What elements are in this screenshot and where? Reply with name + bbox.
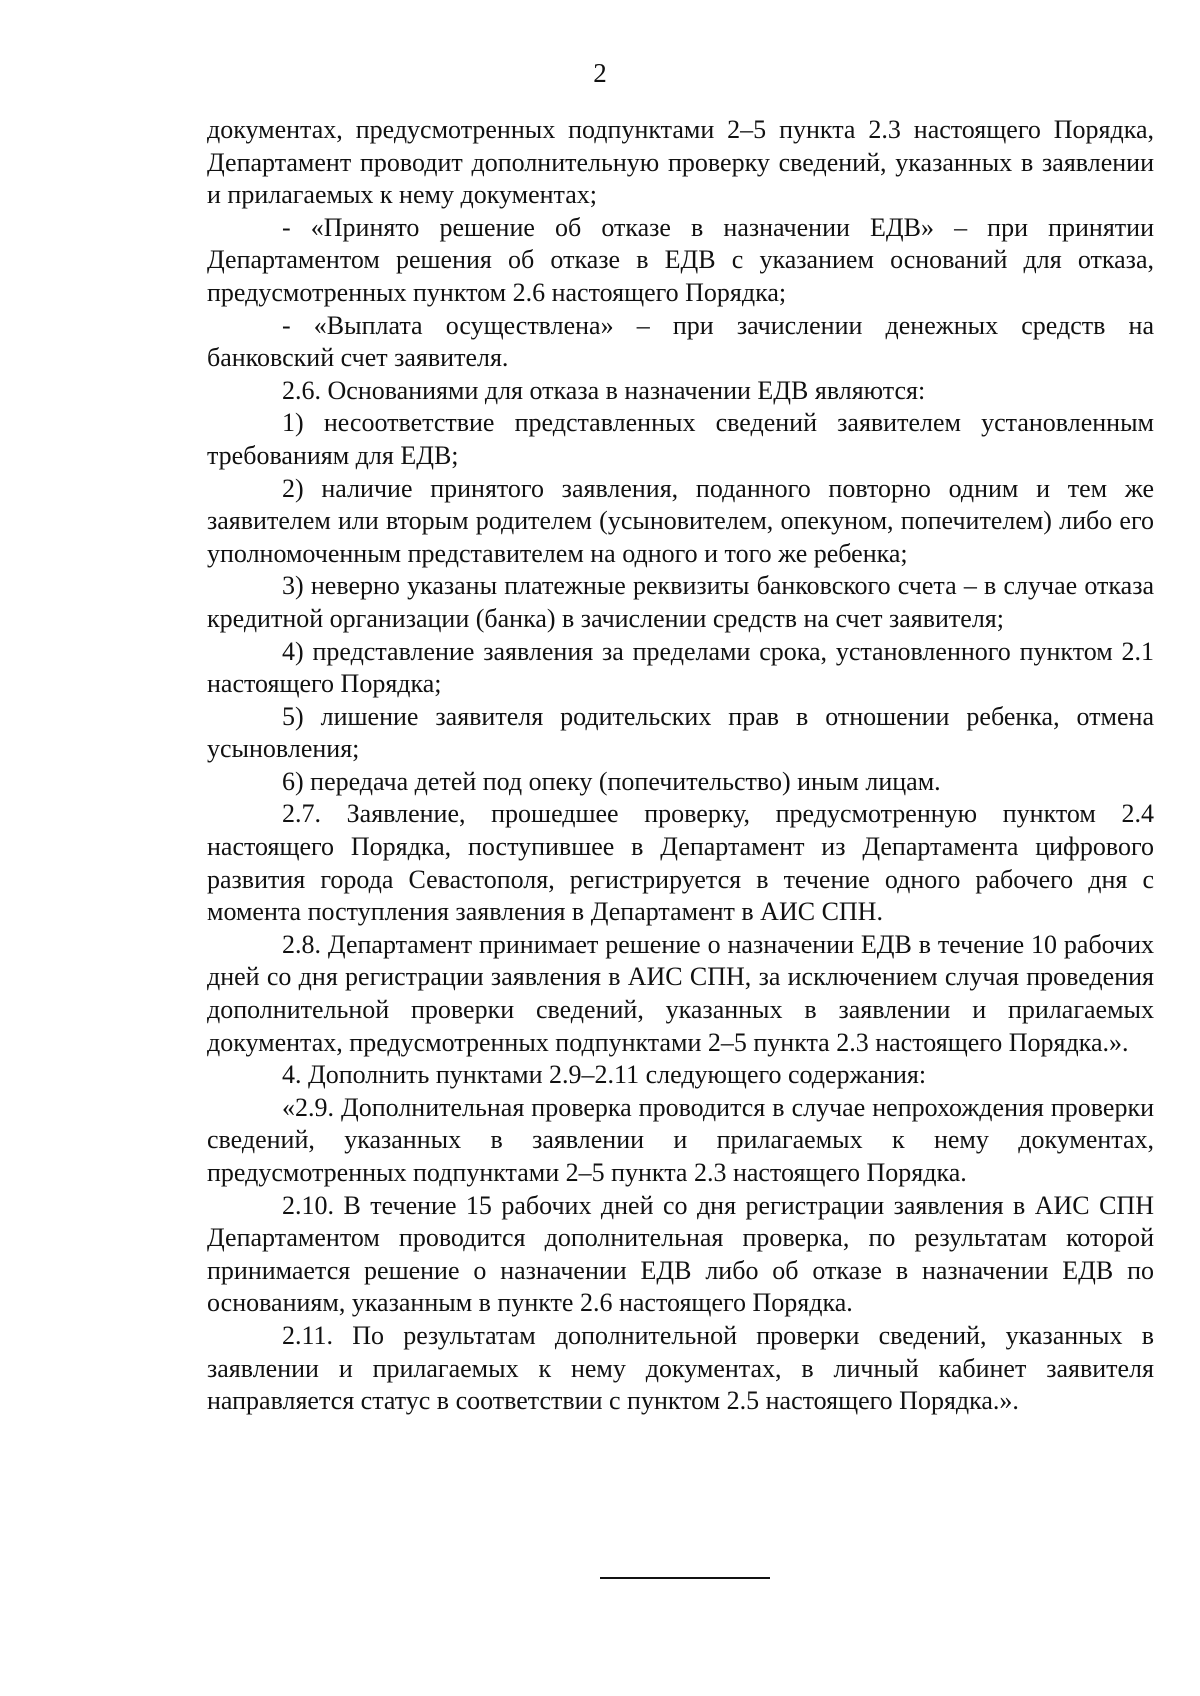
paragraph-2-10: 2.10. В течение 15 рабочих дней со дня регистрации заявления в АИС СПН Департаментом проводится дополнительная проверка, по результатам которой принимается решение о назначении ЕДВ либо об отказе в назначении ЕДВ по основаниям, указанным в пункте 2.6 настоящего Порядка.	[207, 1190, 1154, 1318]
list-item-2: 2) наличие принятого заявления, поданного повторно одним и тем же заявителем или вторым родителем (усыновителем, опекуном, попечителем) либо его уполномоченным представителем на одного и того же ребенка;	[207, 473, 1154, 568]
paragraph-2-11: 2.11. По результатам дополнительной проверки сведений, указанных в заявлении и прилагаемых к нему документах, в личный кабинет заявителя направляется статус в соответствии с пунктом 2.5 настоящего Порядка.».	[207, 1320, 1154, 1416]
paragraph-continuation: документах, предусмотренных подпунктами 2–5 пункта 2.3 настоящего Порядка, Департамент проводит дополнительную проверку сведений, указанных в заявлении и прилагаемых к нему документах;	[207, 115, 1154, 210]
page-number: 2	[593, 58, 607, 88]
document-body	[207, 114, 1154, 1418]
list-item-1: 1) несоответствие представленных сведений заявителем установленным требованиям для ЕДВ;	[207, 408, 1154, 470]
list-item-6: 6) передача детей под опеку (попечительство) иным лицам.	[282, 766, 941, 796]
paragraph-status-refusal: - «Принято решение об отказе в назначении ЕДВ» – при принятии Департаментом решения об отказе в ЕДВ с указанием оснований для отказа, предусмотренных пунктом 2.6 настоящего Порядка;	[207, 212, 1154, 307]
paragraph-2-6: 2.6. Основаниями для отказа в назначении ЕДВ являются:	[282, 375, 926, 405]
paragraph-item-4: 4. Дополнить пунктами 2.9–2.11 следующего содержания:	[282, 1060, 927, 1090]
list-item-5: 5) лишение заявителя родительских прав в отношении ребенка, отмена усыновления;	[207, 701, 1154, 764]
list-item-4: 4) представление заявления за пределами срока, установленного пунктом 2.1 настоящего Порядка;	[207, 636, 1154, 699]
paragraph-2-9: «2.9. Дополнительная проверка проводится в случае непрохождения проверки сведений, указанных в заявлении и прилагаемых к нему документах, предусмотренных подпунктами 2–5 пункта 2.3 настоящего Порядка.	[207, 1092, 1154, 1187]
paragraph-2-7: 2.7. Заявление, прошедшее проверку, предусмотренную пунктом 2.4 настоящего Порядка, поступившее в Департамент из Департамента цифрового развития города Севастополя, регистрируется в течение одного рабочего дня с момента поступления заявления в Департамент в АИС СПН.	[207, 799, 1154, 927]
closing-divider	[600, 1577, 770, 1579]
list-item-3: 3) неверно указаны платежные реквизиты банковского счета – в случае отказа кредитной организации (банка) в зачислении средств на счет заявителя;	[207, 571, 1154, 633]
paragraph-2-8: 2.8. Департамент принимает решение о назначении ЕДВ в течение 10 рабочих дней со дня регистрации заявления в АИС СПН, за исключением случая проведения дополнительной проверки сведений, указанных в заявлении и прилагаемых документах, предусмотренных подпунктами 2–5 пункта 2.3 настоящего Порядка.».	[207, 929, 1154, 1057]
paragraph-status-paid: - «Выплата осуществлена» – при зачислении денежных средств на банковский счет заявителя.	[207, 310, 1154, 373]
